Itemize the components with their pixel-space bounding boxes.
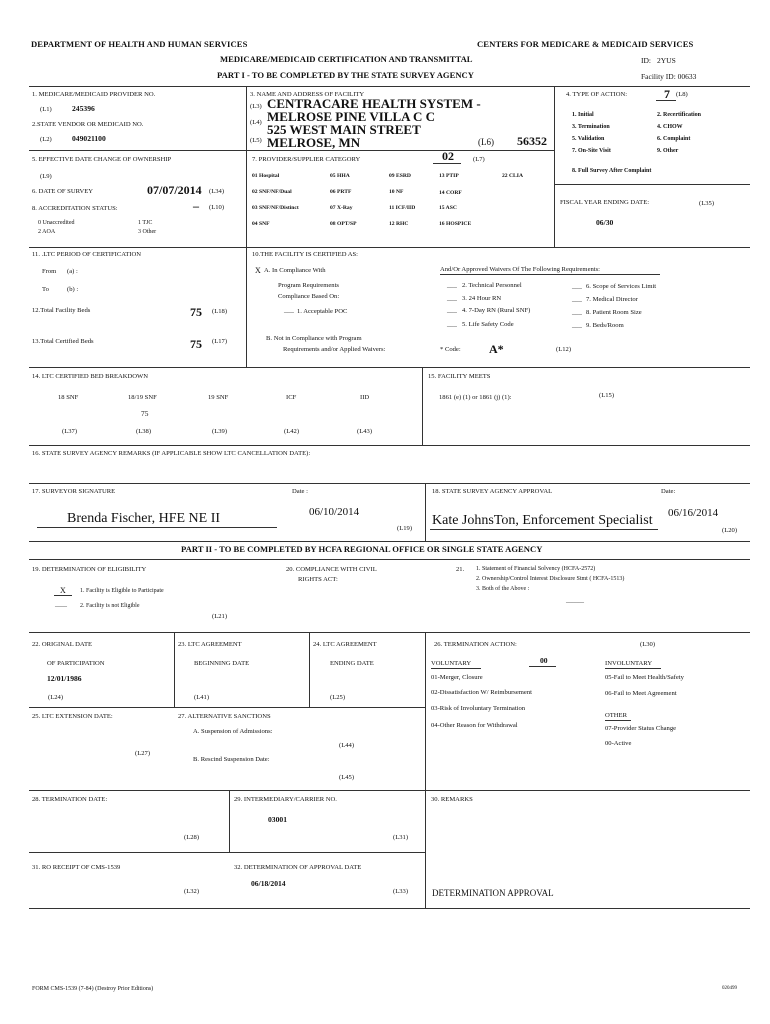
- remarks30-label: 30. REMARKS: [431, 796, 473, 803]
- category-item: 12 RHC: [389, 221, 409, 227]
- l12-code: (L12): [556, 346, 572, 353]
- bed-col: IID: [360, 394, 370, 401]
- ltc-ext-label: 25. LTC EXTENSION DATE:: [32, 713, 113, 720]
- certified-beds-value: 75: [190, 337, 202, 351]
- agency-date: 06/16/2014: [668, 507, 719, 519]
- action-option: 2. Recertification: [657, 112, 701, 118]
- underline: [605, 668, 661, 669]
- rule: [425, 483, 426, 541]
- category-item: 16 HOSPICE: [439, 221, 472, 227]
- waiver-item: 2. Technical Personnel: [462, 282, 522, 289]
- involuntary-item: 06-Fail to Meet Agreement: [605, 690, 677, 697]
- waiver-item: 6. Scope of Services Limit: [586, 283, 657, 290]
- fiscal-year-value: 06/30: [596, 218, 614, 227]
- action-option: 8. Full Survey After Complaint: [572, 168, 652, 174]
- waiver-mark: ___: [447, 307, 457, 314]
- survey-date-label: 6. DATE OF SURVEY: [32, 188, 94, 195]
- category-item: 09 ESRD: [389, 173, 411, 179]
- rule: [554, 184, 750, 185]
- ltc-begin-sub: BEGINNING DATE: [194, 660, 250, 667]
- code-label: * Code:: [440, 346, 461, 353]
- facility-zip: 56352: [517, 134, 547, 148]
- bed-col: 18/19 SNF: [128, 394, 157, 401]
- voluntary-item: 04-Other Reason for Withdrawal: [431, 722, 518, 729]
- category-item: 01 Hospital: [252, 173, 280, 179]
- sanction-b: B. Rescind Suspension Date:: [193, 756, 270, 763]
- l7-code: (L7): [473, 156, 485, 163]
- action-option: 6. Complaint: [657, 136, 691, 142]
- rule: [29, 367, 750, 368]
- poc-label: 1. Acceptable POC: [297, 308, 348, 315]
- category-item: 02 SNF/NF/Dual: [252, 189, 292, 195]
- type-action-value: 7: [664, 87, 670, 101]
- ltc-begin-label: 23. LTC AGREEMENT: [178, 641, 242, 648]
- rule: [29, 790, 750, 791]
- category-item: 14 CORF: [439, 190, 462, 196]
- remarks-label: 16. STATE SURVEY AGENCY REMARKS (IF APPLICABLE SHOW LTC CANCELLATION DATE):: [32, 450, 311, 457]
- provider-no-label: 1. MEDICARE/MEDICAID PROVIDER NO.: [32, 91, 156, 98]
- category-item: 22 CLIA: [502, 173, 523, 179]
- dept-name: DEPARTMENT OF HEALTH AND HUMAN SERVICES: [31, 39, 248, 49]
- l2-code: (L2): [40, 136, 52, 143]
- l45-code: (L45): [339, 774, 355, 781]
- rule: [29, 445, 750, 446]
- id-value: 2YUS: [657, 56, 676, 65]
- ro-receipt-label: 31. RO RECEIPT OF CMS-1539: [32, 864, 121, 871]
- rule: [29, 86, 750, 87]
- provider-no-value: 245396: [72, 104, 95, 113]
- rule: [29, 632, 750, 633]
- civil-rights-label2: RIGHTS ACT:: [298, 576, 338, 583]
- rule: [425, 632, 426, 790]
- action-option: 5. Validation: [572, 136, 605, 142]
- facility-id: Facility ID: 00633: [641, 72, 697, 81]
- surveyor-date: 06/10/2014: [309, 506, 360, 518]
- waiver-item: 9. Beds/Room: [586, 322, 624, 329]
- rule: [174, 632, 175, 707]
- l28-code: (L28): [184, 834, 200, 841]
- rule: [29, 150, 246, 151]
- eligibility-label: 19. DETERMINATION OF ELIGIBILITY: [32, 566, 147, 573]
- l33-code: (L33): [393, 888, 409, 895]
- waiver-mark: ___: [572, 309, 582, 316]
- facility-line2: MELROSE PINE VILLA C C: [267, 109, 436, 124]
- voluntary-item: 03-Risk of Involuntary Termination: [431, 705, 526, 712]
- accreditation-option: 3 Other: [138, 229, 157, 235]
- l41-code: (L41): [194, 694, 210, 701]
- accreditation-label: 8. ACCREDITATION STATUS:: [32, 205, 118, 212]
- l1-code: (L1): [40, 106, 52, 113]
- waiver-item: 4. 7-Day RN (Rural SNF): [462, 307, 531, 314]
- l8-code: (L8): [676, 91, 688, 98]
- voluntary-item: 02-Dissatisfaction W/ Reimbursement: [431, 689, 532, 696]
- orig-date-sub: OF PARTICIPATION: [47, 660, 105, 667]
- compliance-a2: Program Requirements: [278, 282, 339, 289]
- rule: [425, 790, 426, 908]
- rule: [29, 483, 750, 484]
- noncompliance-b2: Requirements and/or Applied Waivers:: [283, 346, 386, 353]
- accreditation-option: 0 Unaccredited: [38, 220, 75, 226]
- rule: [29, 707, 425, 708]
- total-beds-label: 12.Total Facility Beds: [32, 307, 91, 314]
- compliance-a3: Compliance Based On:: [278, 293, 340, 300]
- category-item: 06 PRTF: [330, 189, 352, 195]
- waiver-item: 3. 24 Hour RN: [462, 295, 502, 302]
- l10-code: (L10): [209, 204, 225, 211]
- waiver-mark: ___: [572, 322, 582, 329]
- rule: [29, 852, 425, 853]
- waiver-mark: ___: [572, 283, 582, 290]
- part2-title: PART II - TO BE COMPLETED BY HCFA REGIONAL OFFICE OR SINGLE STATE AGENCY: [181, 544, 543, 554]
- action-option: 7. On-Site Visit: [572, 148, 611, 154]
- type-action-label: 4. TYPE OF ACTION:: [566, 91, 628, 98]
- not-eligible-mark: ____: [55, 602, 67, 608]
- l4-code: (L4): [250, 119, 262, 126]
- facility-name: CENTRACARE HEALTH SYSTEM -: [267, 96, 481, 111]
- term-date-label: 28. TERMINATION DATE:: [32, 796, 108, 803]
- surveyor-date-label: Date :: [292, 488, 308, 495]
- rule: [229, 790, 230, 852]
- civil-rights-label: 20. COMPLIANCE WITH CIVIL: [286, 566, 377, 573]
- bed-code: (L43): [357, 428, 373, 435]
- eligible-mark: X: [60, 586, 66, 595]
- compliance-x-mark: X: [255, 266, 261, 275]
- agency-approval-label: 18. STATE SURVEY AGENCY APPROVAL: [432, 488, 553, 495]
- provider-category-label: 7. PROVIDER/SUPPLIER CATEGORY: [252, 156, 361, 163]
- category-item: 13 PTIP: [439, 173, 459, 179]
- not-eligible-option: 2. Facility is not Eligible: [80, 603, 140, 609]
- approval-date-label: 32. DETERMINATION OF APPROVAL DATE: [234, 864, 362, 871]
- to-code: (b) :: [67, 286, 79, 293]
- accreditation-value: _: [193, 195, 199, 209]
- noncompliance-b: B. Not in Compliance with Program: [266, 335, 362, 342]
- category-item: 11 ICF/IID: [389, 205, 416, 211]
- l32-code: (L32): [184, 888, 200, 895]
- rule: [309, 632, 310, 707]
- form-code: 020499: [722, 986, 737, 991]
- bed-code: (L42): [284, 428, 300, 435]
- l17-code: (L17): [212, 338, 228, 345]
- s21-option: 1. Statement of Financial Solvency (HCFA-2572): [476, 566, 596, 572]
- compliance-a: A. In Compliance With: [264, 267, 326, 274]
- agency-signature: Kate JohnsTon, Enforcement Specialist: [432, 513, 653, 528]
- other-label: OTHER: [605, 712, 627, 719]
- to-label: To: [42, 286, 49, 293]
- provider-category-value: 02: [442, 149, 454, 163]
- id-label: ID:: [641, 56, 651, 65]
- facility-city: MELROSE, MN: [267, 136, 361, 150]
- ltc-period-label: 11. .LTC PERIOD OF CERTIFICATION: [32, 251, 142, 258]
- ltc-end-sub: ENDING DATE: [330, 660, 374, 667]
- involuntary-item: 05-Fail to Meet Health/Safety: [605, 674, 684, 681]
- bed-value: 75: [141, 409, 149, 418]
- waiver-item: 5. Life Safety Code: [462, 321, 514, 328]
- l25-code: (L25): [330, 694, 346, 701]
- approval-date-value: 06/18/2014: [251, 879, 286, 888]
- surveyor-sig-label: 17. SURVEYOR SIGNATURE: [32, 488, 116, 495]
- fiscal-year-label: FISCAL YEAR ENDING DATE:: [560, 199, 650, 206]
- l15-code: (L15): [599, 392, 615, 399]
- other-item: 00-Active: [605, 740, 632, 747]
- l31-code: (L31): [393, 834, 409, 841]
- sanctions-label: 27. ALTERNATIVE SANCTIONS: [178, 713, 271, 720]
- waiver-mark: ___: [447, 295, 457, 302]
- underline: [431, 668, 481, 669]
- category-item: 15 ASC: [439, 205, 457, 211]
- chow-date-label: 5. EFFECTIVE DATE CHANGE OF OWNERSHIP: [32, 156, 172, 163]
- rule: [29, 247, 750, 248]
- intermediary-value: 03001: [268, 815, 287, 824]
- s21-option: 2. Ownership/Control Interest Disclosure Stmt ( HCFA-1513): [476, 576, 625, 582]
- l27-code: (L27): [135, 750, 151, 757]
- orig-date-value: 12/01/1986: [47, 674, 82, 683]
- l30-code: (L30): [640, 641, 656, 648]
- s21-option: 3. Both of the Above :: [476, 586, 530, 592]
- intermediary-label: 29. INTERMEDIARY/CARRIER NO.: [234, 796, 337, 803]
- l44-code: (L44): [339, 742, 355, 749]
- term-action-label: 26. TERMINATION ACTION:: [434, 641, 517, 648]
- bed-breakdown-label: 14. LTC CERTIFIED BED BREAKDOWN: [32, 373, 149, 380]
- from-label: From: [42, 268, 57, 275]
- l19-code: (L19): [397, 525, 413, 532]
- waiver-mark: ___: [447, 321, 457, 328]
- underline: [656, 100, 676, 101]
- vendor-no-label: 2.STATE VENDOR OR MEDICAID NO.: [32, 121, 144, 128]
- certified-as-label: 10.THE FACILITY IS CERTIFIED AS:: [252, 251, 359, 258]
- bed-col: 19 SNF: [208, 394, 229, 401]
- bed-code: (L39): [212, 428, 228, 435]
- l3-code: (L3): [250, 103, 262, 110]
- l18-code: (L18): [212, 308, 228, 315]
- ltc-end-label: 24. LTC AGREEMENT: [313, 641, 377, 648]
- action-option: 1. Initial: [572, 112, 594, 118]
- category-item: 07 X-Ray: [330, 205, 353, 211]
- rule: [29, 559, 750, 560]
- facility-meets-label: 15. FACILITY MEETS: [428, 373, 491, 380]
- orig-date-label: 22. ORIGINAL DATE: [32, 641, 93, 648]
- waiver-mark: ___: [447, 282, 457, 289]
- underline: [440, 274, 660, 275]
- centers-name: CENTERS FOR MEDICARE & MEDICAID SERVICES: [477, 39, 694, 49]
- poc-mark: ___: [284, 307, 294, 314]
- underline: [54, 595, 72, 596]
- involuntary-label: INVOLUNTARY: [605, 660, 653, 667]
- category-item: 10 NF: [389, 189, 404, 195]
- category-item: 08 OPT/SP: [330, 221, 357, 227]
- accreditation-option: 2 AOA: [38, 229, 56, 235]
- waiver-mark: ___: [572, 296, 582, 303]
- rule: [29, 541, 750, 542]
- bed-col: ICF: [286, 394, 297, 401]
- determination-approval: DETERMINATION APPROVAL: [432, 888, 554, 898]
- category-item: 03 SNF/NF/Distinct: [252, 205, 299, 211]
- l6-code: (L6): [478, 137, 494, 147]
- other-item: 07-Provider Status Change: [605, 725, 677, 732]
- action-option: 4. CHOW: [657, 124, 683, 130]
- s21-label: 21.: [456, 566, 465, 573]
- l34-code: (L34): [209, 188, 225, 195]
- waiver-item: 7. Medical Director: [586, 296, 638, 303]
- bed-code: (L37): [62, 428, 78, 435]
- voluntary-value: 00: [540, 656, 548, 665]
- underline: [37, 527, 277, 528]
- l5-code: (L5): [250, 137, 262, 144]
- action-option: 9. Other: [657, 148, 679, 154]
- eligible-option: 1. Facility is Eligible to Participate: [80, 588, 164, 594]
- sanction-a: A. Suspension of Admissions:: [193, 728, 273, 735]
- rule: [246, 150, 554, 151]
- rule: [422, 367, 423, 445]
- l21-code: (L21): [212, 613, 228, 620]
- l20-code: (L20): [722, 527, 738, 534]
- code-value: A*: [489, 342, 504, 356]
- survey-date-value: 07/07/2014: [147, 183, 202, 197]
- l24-code: (L24): [48, 694, 64, 701]
- part1-title: PART I - TO BE COMPLETED BY THE STATE SURVEY AGENCY: [217, 70, 474, 80]
- vendor-no-value: 049021100: [72, 134, 106, 143]
- underline: [433, 163, 461, 164]
- agency-date-label: Date:: [661, 488, 676, 495]
- rule: [554, 86, 555, 247]
- bed-code: (L38): [136, 428, 152, 435]
- form-number: FORM CMS-1539 (7-84) (Destroy Prior Editions): [32, 986, 154, 992]
- rule: [246, 247, 247, 367]
- voluntary-label: VOLUNTARY: [431, 660, 472, 667]
- waivers-label: And/Or Approved Waivers Of The Following Requirements:: [440, 266, 601, 273]
- from-code: (a) :: [67, 268, 78, 275]
- facility-meets-text: 1861 (e) (1) or 1861 (j) (1):: [439, 394, 512, 401]
- s21-blank: ______: [566, 598, 584, 604]
- certified-beds-label: 13.Total Certified Beds: [32, 338, 94, 345]
- waiver-item: 8. Patient Room Size: [586, 309, 642, 316]
- underline: [430, 529, 658, 530]
- form-title: MEDICARE/MEDICAID CERTIFICATION AND TRANSMITTAL: [220, 54, 473, 64]
- bed-col: 18 SNF: [58, 394, 79, 401]
- surveyor-signature: Brenda Fischer, HFE NE II: [67, 511, 221, 526]
- action-option: 3. Termination: [572, 124, 610, 130]
- category-item: 04 SNF: [252, 221, 270, 227]
- voluntary-item: 01-Merger, Closure: [431, 674, 483, 681]
- l9-code: (L9): [40, 173, 52, 180]
- l35-code: (L35): [699, 200, 715, 207]
- category-item: 05 HHA: [330, 173, 350, 179]
- accreditation-option: 1 TJC: [138, 220, 153, 226]
- facility-street: 525 WEST MAIN STREET: [267, 122, 421, 137]
- total-beds-value: 75: [190, 305, 202, 319]
- rule: [246, 86, 247, 247]
- underline: [605, 720, 631, 721]
- rule: [29, 908, 750, 909]
- underline: [529, 666, 556, 667]
- facility-address-label: 3. NAME AND ADDRESS OF FACILITY: [250, 91, 365, 98]
